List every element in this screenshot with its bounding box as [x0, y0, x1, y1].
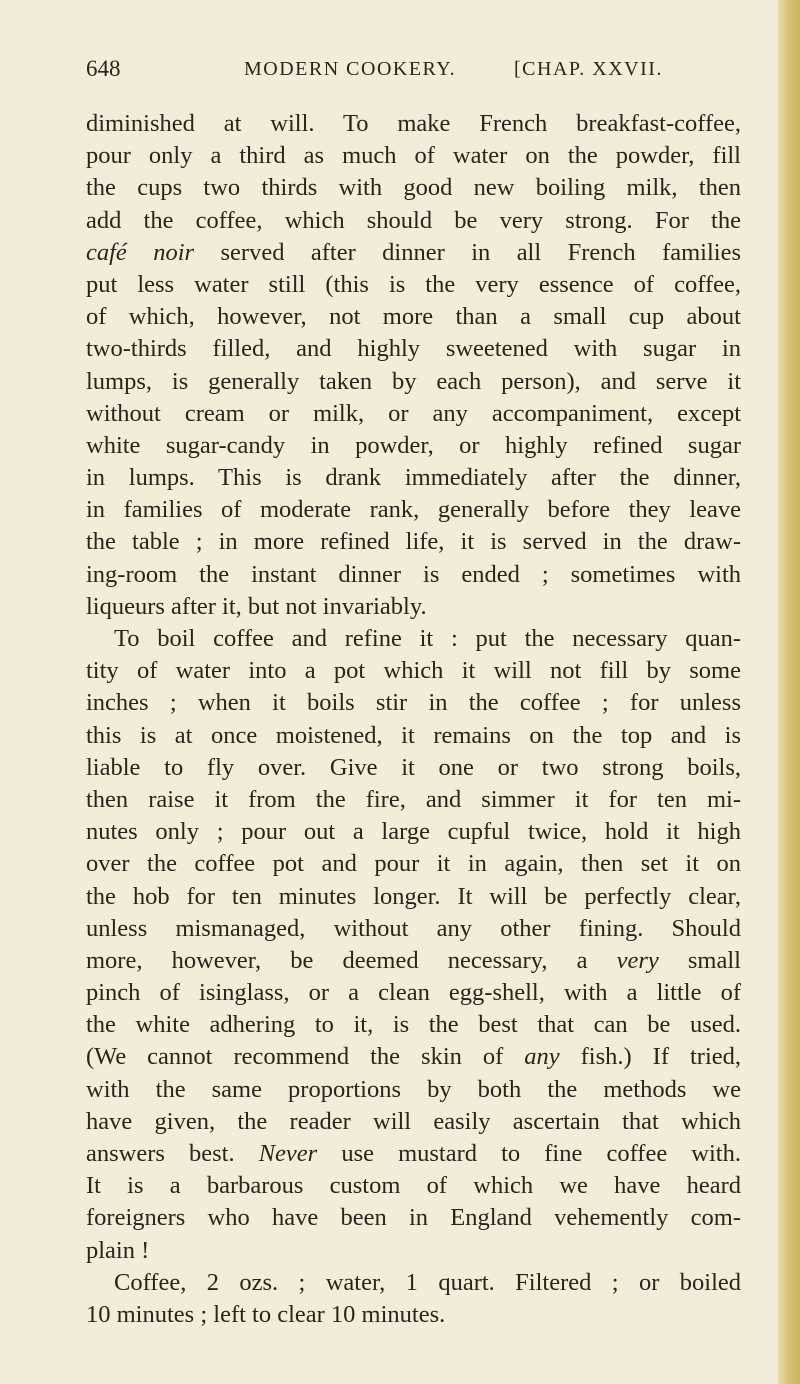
text-segment: over the coffee pot and pour it in again, then set it on: [86, 850, 741, 878]
text-line: [86, 881, 741, 913]
text-line: [86, 784, 741, 816]
text-segment: ing-room the instant dinner is ended ; sometimes with: [86, 560, 741, 588]
text-segment: with the same proportions by both the methods we: [86, 1075, 741, 1103]
text-line: [86, 301, 741, 333]
text-line: [86, 559, 741, 591]
text-line: [86, 205, 741, 237]
text-line: [86, 1074, 741, 1106]
text-line: [86, 816, 741, 848]
page-header: [86, 56, 736, 92]
italic-text: café noir: [86, 238, 195, 266]
text-line: [86, 108, 741, 140]
italic-text: very: [616, 946, 659, 974]
text-line: [86, 269, 741, 301]
text-line: [86, 237, 741, 269]
text-segment: Coffee, 2 ozs. ; water, 1 quart. Filtered ; or boiled: [114, 1268, 741, 1296]
text-line: [86, 945, 741, 977]
text-line: [86, 366, 741, 398]
text-segment: pinch of isinglass, or a clean egg-shell, with a little of: [86, 979, 741, 1007]
running-title: MODERN COOKERY.: [244, 58, 457, 80]
text-segment: of which, however, not more than a small cup about: [86, 303, 741, 331]
text-segment: served after dinner in all French families: [194, 238, 741, 266]
text-line: [86, 140, 741, 172]
text-line: [86, 526, 741, 558]
italic-text: any: [524, 1043, 560, 1071]
text-line: [86, 430, 741, 462]
text-line: [86, 1106, 741, 1138]
text-segment: without cream or milk, or any accompaniment, except: [86, 399, 741, 427]
text-line: [86, 398, 741, 430]
text-line: [86, 1235, 741, 1267]
text-segment: answers best.: [86, 1140, 259, 1167]
text-segment: To boil coffee and refine it : put the necessary quan-: [114, 625, 741, 652]
page-number: 648: [86, 56, 121, 81]
text-line: [86, 720, 741, 752]
text-segment: more, however, be deemed necessary, a: [86, 946, 617, 974]
text-segment: two-thirds filled, and highly sweetened with sugar in: [86, 335, 741, 363]
text-segment: the cups two thirds with good new boiling milk, then: [86, 174, 741, 202]
text-line: [86, 1299, 741, 1331]
text-segment: nutes only ; pour out a large cupful twice, hold it high: [86, 818, 741, 846]
text-body: [86, 108, 741, 1331]
text-line: [86, 623, 741, 655]
text-line: [86, 913, 741, 945]
text-segment: the table ; in more refined life, it is served in the draw-: [86, 528, 741, 556]
text-segment: diminished at will. To make French breakfast-coffee,: [86, 110, 741, 137]
text-line: [86, 591, 741, 623]
text-segment: inches ; when it boils stir in the coffee ; for unless: [86, 689, 741, 717]
text-segment: liable to fly over. Give it one or two strong boils,: [86, 753, 741, 781]
text-segment: fish.) If tried,: [559, 1043, 742, 1071]
text-segment: the white adhering to it, is the best that can be used.: [86, 1011, 741, 1039]
text-segment: It is a barbarous custom of which we have heard: [86, 1172, 741, 1200]
text-line: [86, 1041, 741, 1073]
text-line: [86, 1009, 741, 1041]
text-segment: unless mismanaged, without any other fining. Should: [86, 914, 741, 942]
text-segment: small: [658, 946, 741, 974]
text-segment: foreigners who have been in England vehemently com-: [86, 1204, 741, 1232]
text-segment: then raise it from the fire, and simmer it for ten mi-: [86, 785, 741, 813]
text-segment: use mustard to fine coffee with.: [317, 1140, 741, 1167]
text-line: [86, 172, 741, 204]
text-segment: add the coffee, which should be very strong. For the: [86, 206, 741, 234]
text-segment: (We cannot recommend the skin of: [86, 1043, 525, 1071]
text-segment: liqueurs after it, but not invariably.: [86, 592, 427, 620]
text-line: [86, 655, 741, 687]
text-segment: this is at once moistened, it remains on the top and is: [86, 721, 741, 749]
text-line: [86, 1202, 741, 1234]
text-line: [86, 333, 741, 365]
text-segment: have given, the reader will easily ascertain that which: [86, 1107, 741, 1135]
text-line: [86, 494, 741, 526]
text-line: [86, 687, 741, 719]
text-line: [86, 977, 741, 1009]
text-segment: tity of water into a pot which it will not fill by some: [86, 657, 741, 685]
text-line: [86, 752, 741, 784]
text-line: [86, 1267, 741, 1299]
italic-text: Never: [258, 1140, 318, 1167]
text-segment: in lumps. This is drank immediately after the dinner,: [86, 464, 741, 492]
text-segment: white sugar-candy in powder, or highly refined sugar: [86, 431, 741, 459]
text-segment: in families of moderate rank, generally before they leave: [86, 496, 741, 524]
text-segment: lumps, is generally taken by each person), and serve it: [86, 367, 741, 395]
text-segment: pour only a third as much of water on the powder, fill: [86, 142, 741, 170]
text-segment: the hob for ten minutes longer. It will be perfectly clear,: [86, 882, 741, 910]
page-edge: [778, 0, 800, 1384]
text-segment: put less water still (this is the very essence of coffee,: [86, 270, 741, 298]
text-segment: plain !: [86, 1236, 150, 1264]
chapter-reference: [CHAP. XXVII.: [514, 58, 663, 80]
text-segment: 10 minutes ; left to clear 10 minutes.: [86, 1300, 446, 1328]
text-line: [86, 462, 741, 494]
text-line: [86, 1170, 741, 1202]
text-line: [86, 1138, 741, 1170]
text-line: [86, 848, 741, 880]
